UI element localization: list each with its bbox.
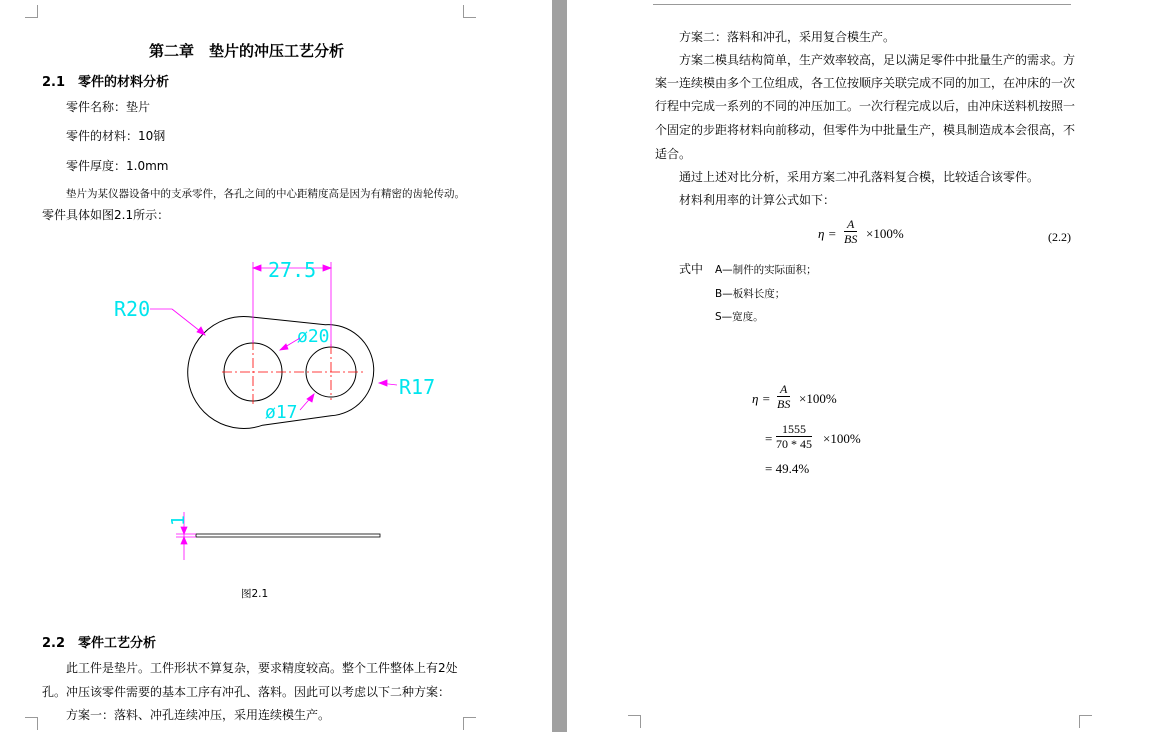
crop-mark <box>1079 715 1092 728</box>
formula-fraction <box>844 217 857 246</box>
calc-numerator-2: 1555 <box>776 422 812 437</box>
dimension-hole-17: ø17 <box>265 402 298 423</box>
calc-lhs: η = <box>752 391 771 406</box>
formula-number: (2.2) <box>1048 230 1071 244</box>
calc-fraction-2 <box>776 422 812 451</box>
formula-numerator: A <box>844 217 857 232</box>
calc-numerator-1: A <box>777 382 790 397</box>
section-heading-2-1: 2.1 零件的材料分析 <box>42 75 170 90</box>
dimension-27-5: 27.5 <box>268 258 317 282</box>
gasket-drawing <box>0 0 552 732</box>
where-label: 式中 <box>679 262 704 276</box>
side-view-plate <box>196 534 380 537</box>
calc-suffix-1: ×100% <box>799 391 837 406</box>
scheme-two-line: 方案二：落料和冲孔，采用复合模生产。 <box>679 30 896 44</box>
leader-r20 <box>150 309 205 335</box>
paragraph-line: 案一连续模由多个工位组成，各工位按顺序关联完成不同的加工，在冲床的一次 <box>655 76 1076 90</box>
material-line: 零件的材料：10钢 <box>66 129 166 143</box>
part-name-line: 零件名称：垫片 <box>66 100 151 114</box>
dimension-thickness: 1 <box>168 515 189 526</box>
paragraph-line: 此工件是垫片。工件形状不算复杂，要求精度较高。整个工件整体上有2处 <box>66 661 458 675</box>
calc-denominator-1: BS <box>777 397 791 411</box>
scheme-one-line: 方案一：落料、冲孔连续冲压，采用连续模生产。 <box>66 708 331 722</box>
dimension-hole-20: ø20 <box>297 326 330 347</box>
figure-intro: 零件具体如图2.1所示： <box>42 208 170 222</box>
paragraph-line: 行程中完成一系列的不同的冲压加工。一次行程完成以后，由冲床送料机按照一 <box>655 99 1076 113</box>
document-page-right <box>567 0 1170 732</box>
calc-denominator-2: 70 * 45 <box>776 437 812 451</box>
where-item: A—制件的实际面积； <box>715 264 817 276</box>
where-item: B—板料长度； <box>715 288 786 300</box>
formula-suffix: ×100% <box>866 226 904 241</box>
part-description: 垫片为某仪器设备中的支承零件，各孔之间的中心距精度高是因为有精密的齿轮传动。 <box>66 188 465 200</box>
conclusion-line: 通过上述对比分析，采用方案二冲孔落料复合模，比较适合该零件。 <box>679 170 1040 184</box>
where-item: S—宽度。 <box>715 311 764 323</box>
calc-equals-2: = <box>765 431 773 446</box>
leader-r17 <box>379 380 397 386</box>
dimension-r17: R17 <box>399 375 436 399</box>
dimension-r20: R20 <box>114 297 151 321</box>
formula-lhs: η = <box>818 226 837 241</box>
crop-mark <box>628 715 641 728</box>
paragraph-line: 个固定的步距将材料向前移动，但零件为中批量生产，模具制造成本会很高，不 <box>655 123 1076 137</box>
calc-result: = 49.4% <box>765 461 810 476</box>
header-rule <box>653 4 1071 5</box>
paragraph-line: 适合。 <box>655 147 692 161</box>
thickness-line: 零件厚度：1.0mm <box>66 159 169 173</box>
figure-caption: 图2.1 <box>241 588 269 600</box>
paragraph-line: 方案二模具结构简单，生产效率较高，足以满足零件中批量生产的需求。方 <box>679 53 1076 67</box>
calc-suffix-2: ×100% <box>823 431 861 446</box>
paragraph-line: 孔。冲压该零件需要的基本工序有冲孔、落料。因此可以考虑以下二种方案： <box>42 685 451 699</box>
chapter-title: 第二章 垫片的冲压工艺分析 <box>149 42 345 60</box>
formula-denominator: BS <box>844 232 858 246</box>
section-heading-2-2: 2.2 零件工艺分析 <box>42 636 157 651</box>
calc-fraction-1 <box>777 382 790 411</box>
formula-intro: 材料利用率的计算公式如下： <box>679 193 836 207</box>
leader-hole-17 <box>300 394 314 410</box>
document-page-left <box>0 0 552 732</box>
